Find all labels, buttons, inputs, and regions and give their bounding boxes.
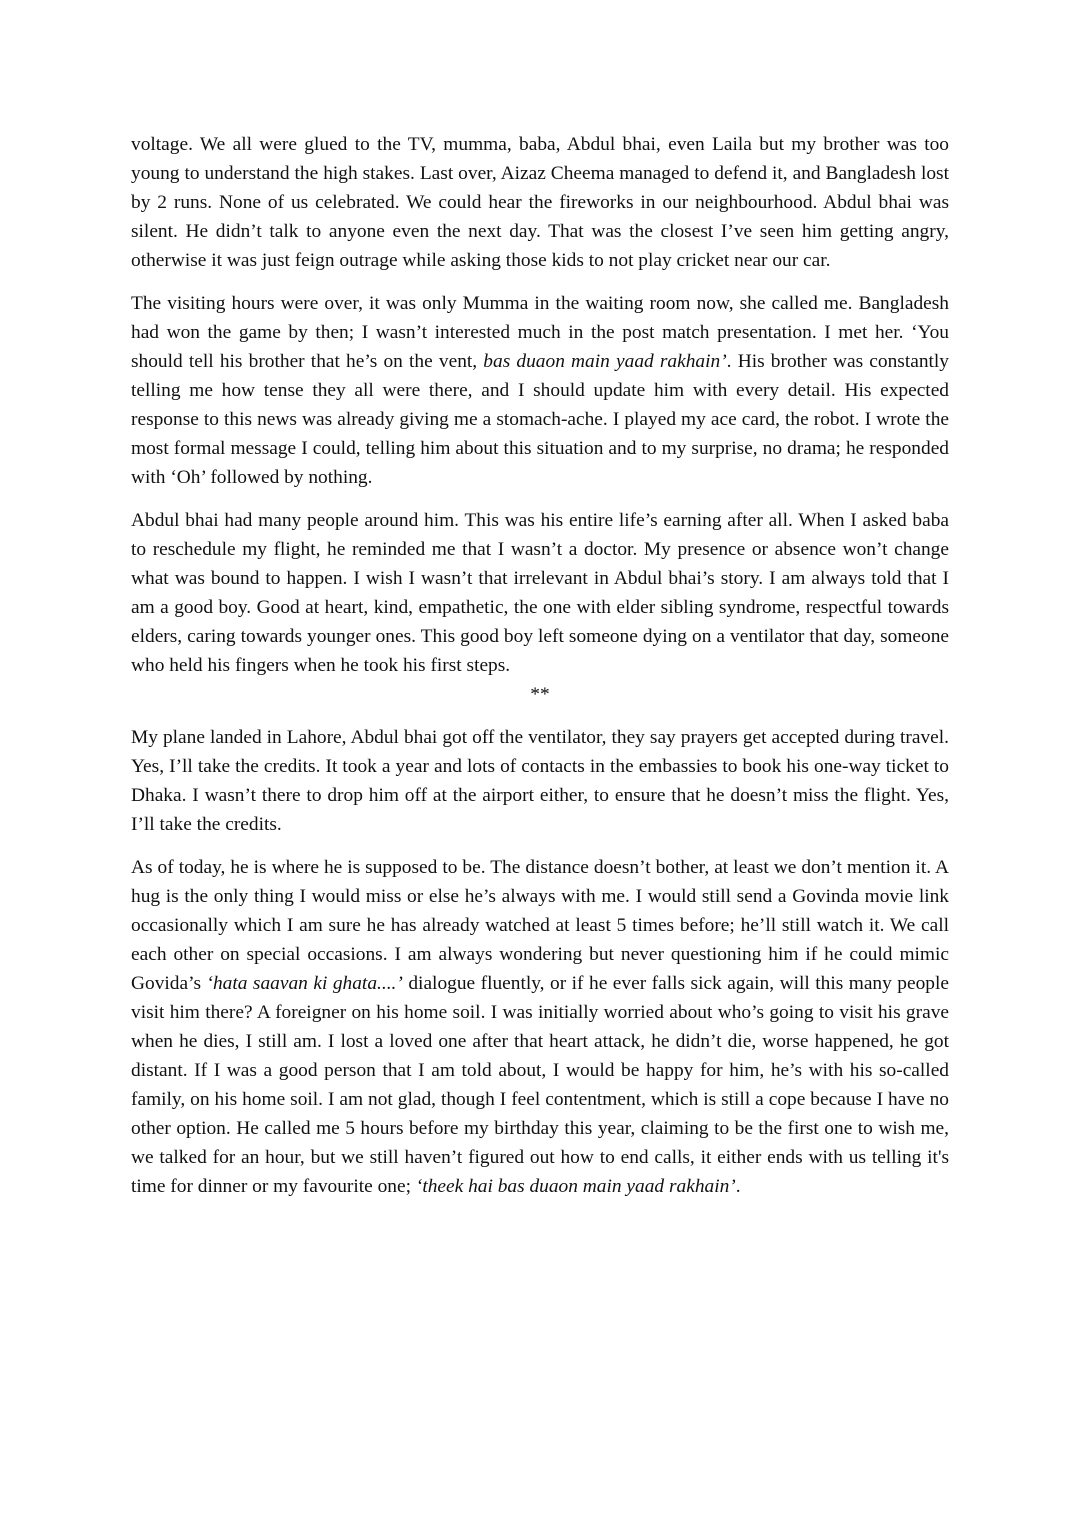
text-segment: My plane landed in Lahore, Abdul bhai got off the ventilator, they say prayers get accepted during travel. Yes, I’ll take the credits. It took a year and lots of contacts in the embassies to book his one-way ticket to Dhaka. I wasn’t there to drop him off at the airport either, to ensure that he doesn’t miss the flight. Yes, I’ll take the credits.: [131, 727, 949, 835]
body-paragraph: [131, 289, 949, 492]
paragraph-group-after-separator: [131, 723, 949, 1201]
text-segment: . His brother was constantly telling me how tense they all were there, and I should update him with every detail. His expected response to this news was already giving me a stomach-ache. I played my ace card, the robot. I wrote the most formal message I could, telling him about this situation and to my surprise, no drama; he responded with ‘Oh’ followed by nothing.: [131, 351, 950, 488]
text-segment: As of today, he is where he is supposed to be. The distance doesn’t bother, at least we don’t mention it. A hug is the only thing I would miss or else he’s always with me. I would still send a Govinda movie link occasionally which I am sure he has already watched at least 5 times before; he’ll still watch it. We call each other on special occasions. I am always wondering but never questioning him if he could mimic Govida’s: [131, 857, 949, 994]
section-separator: **: [530, 684, 550, 705]
body-paragraph: [131, 853, 949, 1201]
italic-text-segment: bas duaon main yaad rakhain’: [483, 351, 727, 372]
italic-text-segment: ‘theek hai bas duaon main yaad rakhain’: [415, 1176, 736, 1197]
text-segment: Abdul bhai had many people around him. This was his entire life’s earning after all. When I asked baba to reschedule my flight, he reminded me that I wasn’t a doctor. My presence or absence won’t change what was bound to happen. I wish I wasn’t that irrelevant in Abdul bhai’s story. I am always told that I am a good boy. Good at heart, kind, empathetic, the one with elder sibling syndrome, respectful towards elders, caring towards younger ones. This good boy left someone dying on a ventilator that day, someone who held his fingers when he took his first steps.: [131, 510, 949, 676]
text-segment: .: [735, 1176, 741, 1197]
text-segment: The visiting hours were over, it was only Mumma in the waiting room now, she called me. Bangladesh had won the game by then; I wasn’t interested much in the post match presentation. I met her. ‘You should tell his brother that he’s on the vent,: [131, 293, 949, 372]
document-page: [131, 130, 949, 1201]
text-segment: dialogue fluently, or if he ever falls sick again, will this many people visit him there? A foreigner on his home soil. I was initially worried about who’s going to visit his grave when he dies, I still am. I lost a loved one after that heart attack, he didn’t die, worse happened, he got distant. If I was a good person that I am told about, I would be happy for him, he’s with his so-called family, on his home soil. I am not glad, though I feel contentment, which is still a cope because I have no other option. He called me 5 hours before my birthday this year, claiming to be the first one to wish me, we talked for an hour, but we still haven’t figured out how to end calls, it either ends with us telling it's time for dinner or my favourite one;: [131, 973, 949, 1197]
body-paragraph: [131, 506, 949, 680]
body-paragraph: [131, 130, 949, 275]
italic-text-segment: ‘hata saavan ki ghata....’: [206, 973, 403, 994]
text-segment: voltage. We all were glued to the TV, mumma, baba, Abdul bhai, even Laila but my brother was too young to understand the high stakes. Last over, Aizaz Cheema managed to defend it, and Bangladesh lost by 2 runs. None of us celebrated. We could hear the fireworks in our neighbourhood. Abdul bhai was silent. He didn’t talk to anyone even the next day. That was the closest I’ve seen him getting angry, otherwise it was just feign outrage while asking those kids to not play cricket near our car.: [131, 134, 949, 271]
body-paragraph: [131, 723, 949, 839]
paragraph-group-before-separator: [131, 130, 949, 680]
